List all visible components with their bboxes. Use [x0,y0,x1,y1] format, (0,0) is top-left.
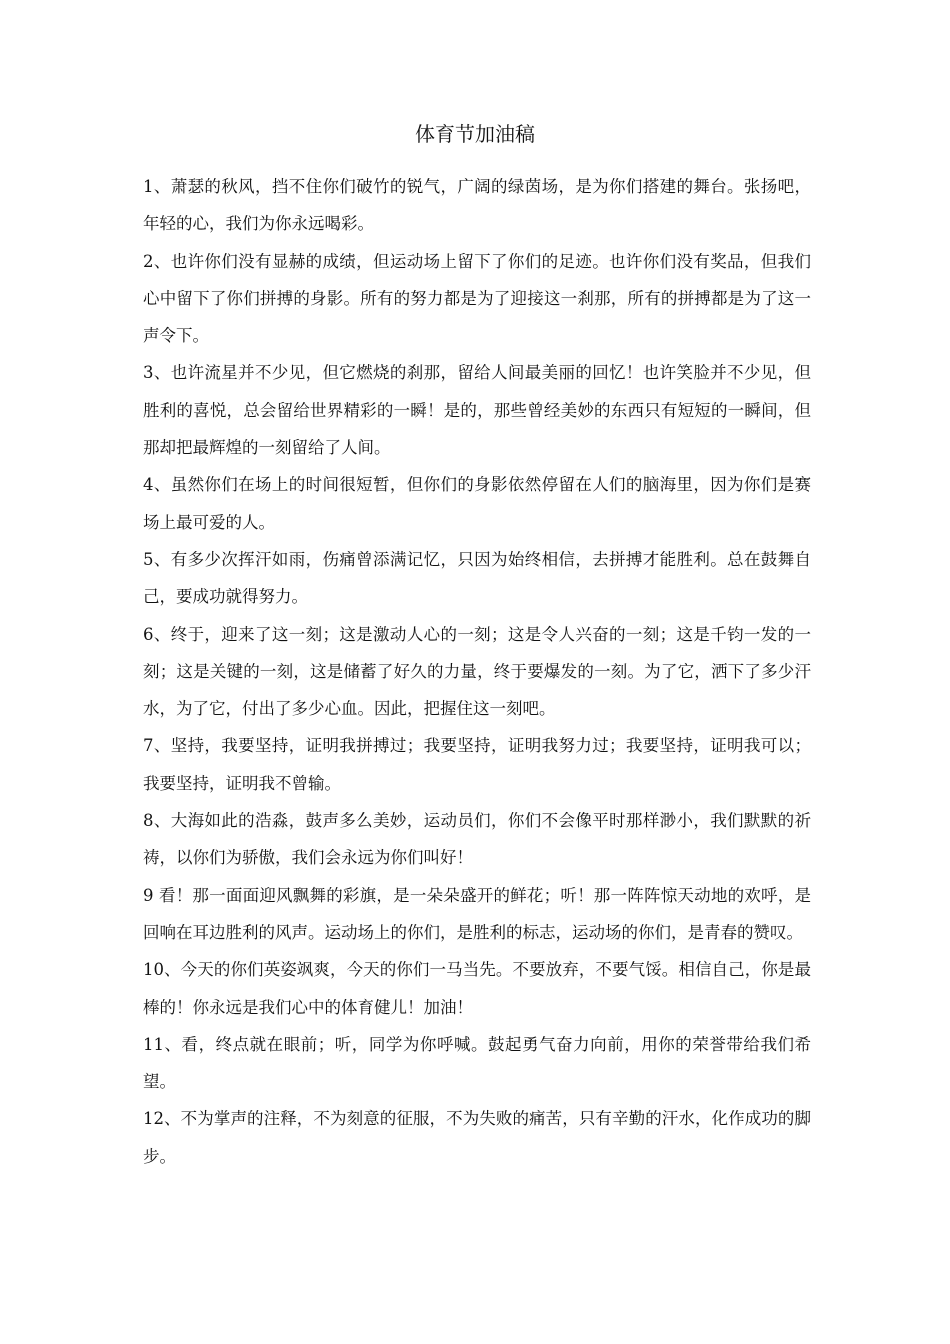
paragraph-6: 6、终于，迎来了这一刻；这是激动人心的一刻；这是令人兴奋的一刻；这是千钧一发的一刻；这是关键的一刻，这是储蓄了好久的力量，终于要爆发的一刻。为了它，洒下了多少汗水，为了它，付出了多少心血。因此，把握住这一刻吧。 [143,624,811,719]
paragraph-1: 1、萧瑟的秋风，挡不住你们破竹的锐气，广阔的绿茵场，是为你们搭建的舞台。张扬吧，年轻的心，我们为你永远喝彩。 [143,177,811,234]
paragraph-7: 7、坚持，我要坚持，证明我拼搏过；我要坚持，证明我努力过；我要坚持，证明我可以；我要坚持，证明我不曾输。 [143,736,811,793]
paragraph-3: 3、也许流星并不少见，但它燃烧的刹那，留给人间最美丽的回忆！也许笑脸并不少见，但胜利的喜悦，总会留给世界精彩的一瞬！是的，那些曾经美妙的东西只有短短的一瞬间，但那却把最辉煌的一刻留给了人间。 [143,363,811,458]
paragraph-12: 12、不为掌声的注释，不为刻意的征服，不为失败的痛苦，只有辛勤的汗水，化作成功的脚步。 [143,1109,811,1166]
paragraph-8: 8、大海如此的浩淼，鼓声多么美妙，运动员们，你们不会像平时那样渺小，我们默默的祈祷，以你们为骄傲，我们会永远为你们叫好！ [143,811,811,868]
document-title: 体育节加油稿 [415,122,535,146]
paragraph-4: 4、虽然你们在场上的时间很短暂，但你们的身影依然停留在人们的脑海里，因为你们是赛场上最可爱的人。 [143,475,811,532]
paragraph-10: 10、今天的你们英姿飒爽，今天的你们一马当先。不要放弃，不要气馁。相信自己，你是最棒的！你永远是我们心中的体育健儿！加油！ [143,960,811,1017]
paragraph-11: 11、看，终点就在眼前；听，同学为你呼喊。鼓起勇气奋力向前，用你的荣誉带给我们希望。 [143,1034,811,1092]
document-body [143,168,811,1175]
paragraph-2: 2、也许你们没有显赫的成绩，但运动场上留下了你们的足迹。也许你们没有奖品，但我们心中留下了你们拼搏的身影。所有的努力都是为了迎接这一刹那，所有的拼搏都是为了这一声令下。 [143,251,811,346]
paragraph-9: 9 看！那一面面迎风飘舞的彩旗，是一朵朵盛开的鲜花；听！那一阵阵惊天动地的欢呼，是回响在耳边胜利的风声。运动场上的你们，是胜利的标志，运动场的你们，是青春的赞叹。 [143,885,811,942]
paragraph-5: 5、有多少次挥汗如雨，伤痛曾添满记忆，只因为始终相信，去拼搏才能胜利。总在鼓舞自己，要成功就得努力。 [143,549,811,607]
